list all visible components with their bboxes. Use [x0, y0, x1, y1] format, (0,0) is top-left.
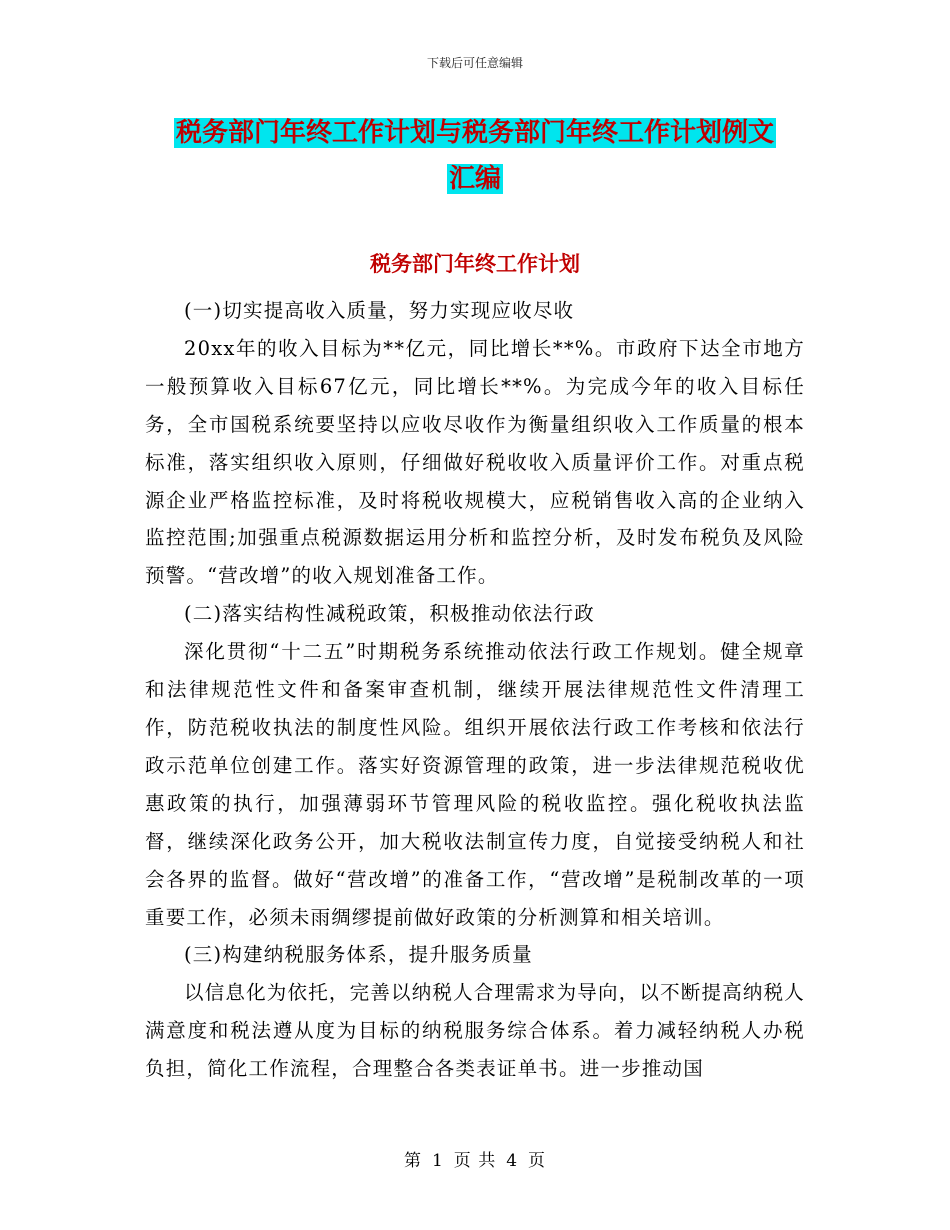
- section-title: 税务部门年终工作计划: [370, 252, 580, 276]
- document-title: [145, 110, 805, 202]
- page-label-mid: 页 共: [453, 1151, 497, 1171]
- paragraph-heading-3: (三)构建纳税服务体系，提升服务质量: [184, 943, 533, 967]
- document-body: [145, 292, 805, 1088]
- page-footer: [0, 1146, 950, 1171]
- page-label-prefix: 第: [403, 1151, 422, 1171]
- paragraph-heading-2: (二)落实结构性减税政策，积极推动依法行政: [184, 602, 595, 626]
- paragraph: 以信息化为依托，完善以纳税人合理需求为导向，以不断提高纳税人满意度和税法遵从度为目标的纳税服务综合体系。着力减轻纳税人办税负担，简化工作流程，合理整合各类表证单书。进一步推动国: [145, 981, 806, 1081]
- title-line-1: 税务部门年终工作计划与税务部门年终工作计划例文: [175, 118, 774, 148]
- paragraph: 20xx年的收入目标为**亿元，同比增长**%。市政府下达全市地方一般预算收入目标67亿元，同比增长**%。为完成今年的收入目标任务，全市国税系统要坚持以应收尽收作为衡量组织收入工作质量的根本标准，落实组织收入原则，仔细做好税收收入质量评价工作。对重点税源企业严格监控标准，及时将税收规模大，应税销售收入高的企业纳入监控范围;加强重点税源数据运用分析和监控分析，及时发布税负及风险预警。“营改增”的收入规划准备工作。: [145, 336, 805, 588]
- header-note: 下载后可任意编辑: [426, 56, 523, 70]
- page-number: 1: [431, 1151, 444, 1171]
- paragraph: 深化贯彻“十二五”时期税务系统推动依法行政工作规划。健全规章和法律规范性文件和备案审查机制，继续开展法律规范性文件清理工作，防范税收执法的制度性风险。组织开展依法行政工作考核和依法行政示范单位创建工作。落实好资源管理的政策，进一步法律规范税收优惠政策的执行，加强薄弱环节管理风险的税收监控。强化税收执法监督，继续深化政务公开，加大税收法制宣传力度，自觉接受纳税人和社会各界的监督。做好“营改增”的准备工作，“营改增”是税制改革的一项重要工作，必须未雨绸缪提前做好政策的分析测算和相关培训。: [145, 640, 805, 929]
- paragraph-heading-1: (一)切实提高收入质量，努力实现应收尽收: [184, 299, 575, 322]
- total-pages: 4: [506, 1151, 519, 1171]
- page-label-suffix: 页: [528, 1151, 547, 1171]
- title-line-2: 汇编: [448, 164, 501, 194]
